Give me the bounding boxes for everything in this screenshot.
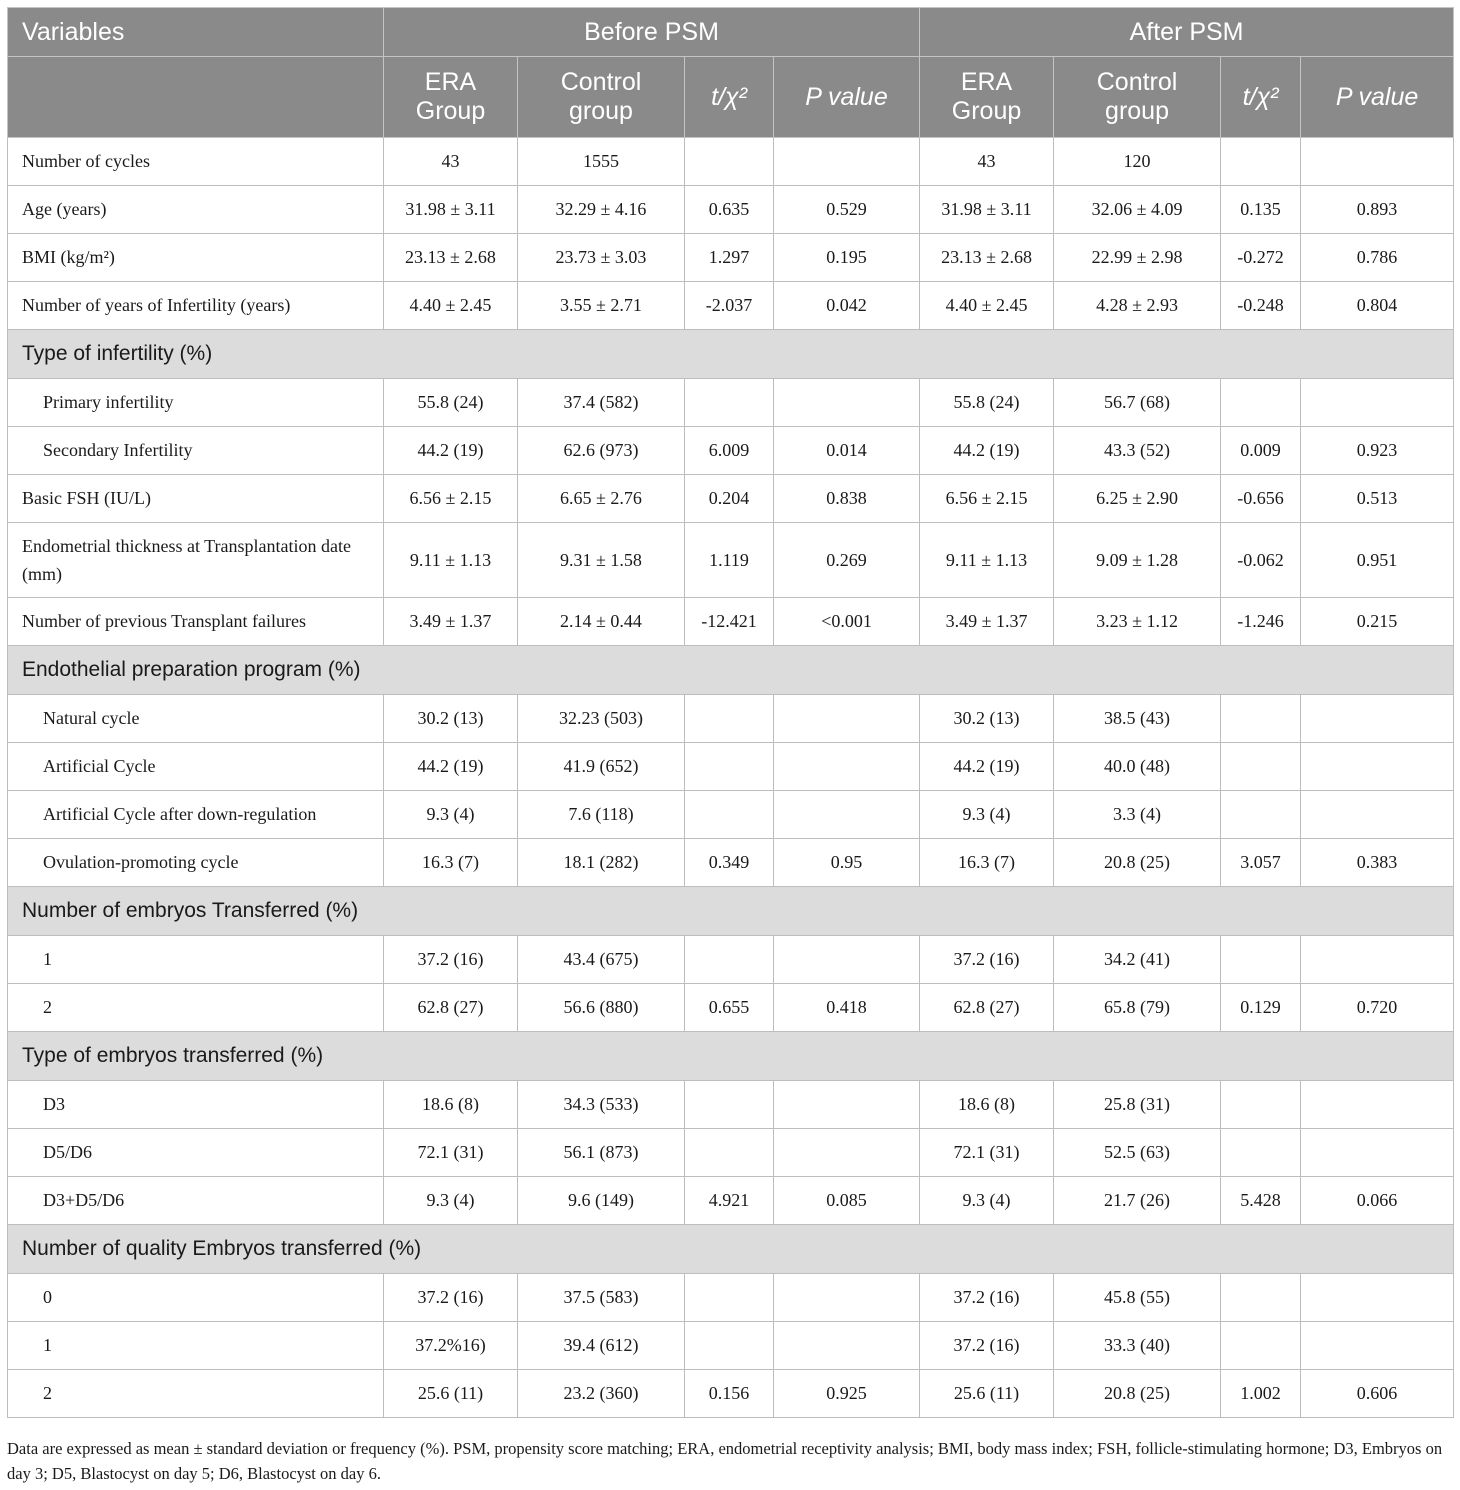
table-cell — [685, 936, 774, 984]
table-cell: 0.951 — [1301, 523, 1454, 598]
table-cell: 16.3 (7) — [920, 839, 1054, 887]
table-cell: 9.31 ± 1.58 — [518, 523, 685, 598]
header-variables: Variables — [8, 8, 384, 57]
table-cell: 0.215 — [1301, 598, 1454, 646]
table-cell: 56.7 (68) — [1054, 379, 1221, 427]
header-statistic-after: t/χ² — [1221, 57, 1301, 138]
table-row — [8, 186, 1454, 234]
table-cell — [685, 1081, 774, 1129]
table-cell — [1301, 1129, 1454, 1177]
table-cell — [1221, 138, 1301, 186]
table-cell: 18.6 (8) — [920, 1081, 1054, 1129]
header-after-psm: After PSM — [920, 8, 1454, 57]
table-cell: 9.11 ± 1.13 — [384, 523, 518, 598]
table-cell: 41.9 (652) — [518, 743, 685, 791]
section-label: Type of embryos transferred (%) — [8, 1032, 1454, 1081]
table-cell — [1301, 1322, 1454, 1370]
table-cell: 34.2 (41) — [1054, 936, 1221, 984]
table-cell: 9.3 (4) — [384, 791, 518, 839]
table-cell: 9.3 (4) — [920, 1177, 1054, 1225]
table-cell: 1.002 — [1221, 1370, 1301, 1418]
table-cell: 3.057 — [1221, 839, 1301, 887]
table-cell: 0.418 — [774, 984, 920, 1032]
header-era-group-before: ERA Group — [384, 57, 518, 138]
table-cell — [685, 695, 774, 743]
table-row — [8, 282, 1454, 330]
table-cell — [774, 695, 920, 743]
row-label: 1 — [8, 1322, 384, 1370]
row-label: Number of cycles — [8, 138, 384, 186]
table-cell: 44.2 (19) — [384, 743, 518, 791]
table-cell: 0.655 — [685, 984, 774, 1032]
table-cell: 3.49 ± 1.37 — [384, 598, 518, 646]
table-cell: 6.65 ± 2.76 — [518, 475, 685, 523]
table-cell: 2.14 ± 0.44 — [518, 598, 685, 646]
table-cell — [685, 791, 774, 839]
table-cell: 0.606 — [1301, 1370, 1454, 1418]
table-cell: 9.3 (4) — [920, 791, 1054, 839]
table-cell: 4.40 ± 2.45 — [920, 282, 1054, 330]
header-statistic-before: t/χ² — [685, 57, 774, 138]
table-row — [8, 936, 1454, 984]
table-cell: 39.4 (612) — [518, 1322, 685, 1370]
table-cell: -0.272 — [1221, 234, 1301, 282]
table-cell: 6.56 ± 2.15 — [384, 475, 518, 523]
section-label: Number of quality Embryos transferred (%) — [8, 1225, 1454, 1274]
table-cell: 25.6 (11) — [384, 1370, 518, 1418]
table-cell: 18.1 (282) — [518, 839, 685, 887]
table-row — [8, 1177, 1454, 1225]
table-cell: 18.6 (8) — [384, 1081, 518, 1129]
table-cell: 30.2 (13) — [384, 695, 518, 743]
table-cell — [1301, 1081, 1454, 1129]
table-row — [8, 475, 1454, 523]
table-cell: 65.8 (79) — [1054, 984, 1221, 1032]
table-row — [8, 1081, 1454, 1129]
table-cell: -0.248 — [1221, 282, 1301, 330]
table-cell: 31.98 ± 3.11 — [920, 186, 1054, 234]
table-cell: 52.5 (63) — [1054, 1129, 1221, 1177]
header-p-value-after: P value — [1301, 57, 1454, 138]
table-row — [8, 379, 1454, 427]
table-footnote: Data are expressed as mean ± standard deviation or frequency (%). PSM, propensity score matching; ERA, endometrial receptivity analysis; BMI, body mass index; FSH, follicle-stimulating hormone; D3, Embryos on day 3; D5, Blastocyst on day 5; D6, Blastocyst on day 6. — [7, 1439, 1443, 1483]
table-cell: 43 — [384, 138, 518, 186]
table-cell: 34.3 (533) — [518, 1081, 685, 1129]
table-cell: 38.5 (43) — [1054, 695, 1221, 743]
section-row — [8, 330, 1454, 379]
table-cell — [1221, 379, 1301, 427]
row-label: Age (years) — [8, 186, 384, 234]
row-label: 2 — [8, 1370, 384, 1418]
table-cell: 23.13 ± 2.68 — [920, 234, 1054, 282]
table-cell — [685, 138, 774, 186]
table-cell: 1.297 — [685, 234, 774, 282]
table-row — [8, 791, 1454, 839]
table-cell: 0.204 — [685, 475, 774, 523]
table-cell: 37.2 (16) — [920, 1322, 1054, 1370]
table-cell: 44.2 (19) — [920, 427, 1054, 475]
table-cell: 37.2%16) — [384, 1322, 518, 1370]
row-label: 2 — [8, 984, 384, 1032]
table-cell: 6.009 — [685, 427, 774, 475]
table-cell — [774, 138, 920, 186]
table-cell: 45.8 (55) — [1054, 1274, 1221, 1322]
table-cell: -1.246 — [1221, 598, 1301, 646]
table-cell: 62.8 (27) — [384, 984, 518, 1032]
table-cell — [1301, 936, 1454, 984]
header-era-group-after: ERA Group — [920, 57, 1054, 138]
table-cell: 23.13 ± 2.68 — [384, 234, 518, 282]
table-body — [8, 138, 1454, 1418]
table-cell — [1301, 695, 1454, 743]
table-row — [8, 1129, 1454, 1177]
row-label: Number of previous Transplant failures — [8, 598, 384, 646]
table-cell — [1301, 1274, 1454, 1322]
table-cell: 30.2 (13) — [920, 695, 1054, 743]
section-row — [8, 646, 1454, 695]
table-cell: 44.2 (19) — [920, 743, 1054, 791]
table-row — [8, 743, 1454, 791]
table-cell: 43.4 (675) — [518, 936, 685, 984]
table-cell: 0.195 — [774, 234, 920, 282]
row-label: Primary infertility — [8, 379, 384, 427]
table-cell: <0.001 — [774, 598, 920, 646]
table-cell: 0.066 — [1301, 1177, 1454, 1225]
section-row — [8, 1032, 1454, 1081]
table-cell: -2.037 — [685, 282, 774, 330]
table-cell: 40.0 (48) — [1054, 743, 1221, 791]
header-before-psm: Before PSM — [384, 8, 920, 57]
table-cell: 0.925 — [774, 1370, 920, 1418]
section-row — [8, 887, 1454, 936]
header-control-group-before: Control group — [518, 57, 685, 138]
header-blank — [8, 57, 384, 138]
table-cell: 32.06 ± 4.09 — [1054, 186, 1221, 234]
table-cell: 37.5 (583) — [518, 1274, 685, 1322]
table-row — [8, 598, 1454, 646]
table-cell: -0.062 — [1221, 523, 1301, 598]
table-cell: 56.1 (873) — [518, 1129, 685, 1177]
row-label: Natural cycle — [8, 695, 384, 743]
table-cell: 32.29 ± 4.16 — [518, 186, 685, 234]
row-label: Endometrial thickness at Transplantation date (mm) — [8, 523, 384, 598]
table-cell: 55.8 (24) — [384, 379, 518, 427]
table-row — [8, 695, 1454, 743]
table-cell: 72.1 (31) — [384, 1129, 518, 1177]
table-cell: 37.2 (16) — [920, 1274, 1054, 1322]
table-cell — [774, 1274, 920, 1322]
table-cell: 0.269 — [774, 523, 920, 598]
table-cell: 0.085 — [774, 1177, 920, 1225]
header-p-value-before: P value — [774, 57, 920, 138]
table-cell: 23.73 ± 3.03 — [518, 234, 685, 282]
table-cell — [1221, 1274, 1301, 1322]
table-cell: 0.129 — [1221, 984, 1301, 1032]
row-label: D3 — [8, 1081, 384, 1129]
row-label: Artificial Cycle — [8, 743, 384, 791]
table-cell: 0.529 — [774, 186, 920, 234]
table-cell: -0.656 — [1221, 475, 1301, 523]
table-cell: 21.7 (26) — [1054, 1177, 1221, 1225]
table-cell: 0.635 — [685, 186, 774, 234]
table-cell: 37.2 (16) — [920, 936, 1054, 984]
table-cell: 56.6 (880) — [518, 984, 685, 1032]
table-cell — [1221, 1081, 1301, 1129]
table-row — [8, 138, 1454, 186]
table-cell: 0.009 — [1221, 427, 1301, 475]
table-cell: 0.014 — [774, 427, 920, 475]
row-label: BMI (kg/m²) — [8, 234, 384, 282]
table-cell — [774, 1322, 920, 1370]
header-control-group-after: Control group — [1054, 57, 1221, 138]
section-row — [8, 1225, 1454, 1274]
table-cell — [1221, 791, 1301, 839]
table-cell: 4.921 — [685, 1177, 774, 1225]
table-cell — [1301, 138, 1454, 186]
table-cell: 0.786 — [1301, 234, 1454, 282]
table-cell: 0.923 — [1301, 427, 1454, 475]
table-cell: 32.23 (503) — [518, 695, 685, 743]
table-cell: 0.135 — [1221, 186, 1301, 234]
section-label: Endothelial preparation program (%) — [8, 646, 1454, 695]
table-cell: 0.513 — [1301, 475, 1454, 523]
section-label: Type of infertility (%) — [8, 330, 1454, 379]
table-cell: 43.3 (52) — [1054, 427, 1221, 475]
row-label: D5/D6 — [8, 1129, 384, 1177]
section-label: Number of embryos Transferred (%) — [8, 887, 1454, 936]
table-cell: 25.6 (11) — [920, 1370, 1054, 1418]
table-cell — [774, 1081, 920, 1129]
table-cell: 0.893 — [1301, 186, 1454, 234]
row-label: 0 — [8, 1274, 384, 1322]
table-cell: 31.98 ± 3.11 — [384, 186, 518, 234]
table-cell: 6.56 ± 2.15 — [920, 475, 1054, 523]
table-cell: 0.349 — [685, 839, 774, 887]
table-cell: 0.804 — [1301, 282, 1454, 330]
table-cell: 33.3 (40) — [1054, 1322, 1221, 1370]
baseline-characteristics-table — [7, 7, 1454, 1418]
table-cell: 72.1 (31) — [920, 1129, 1054, 1177]
table-cell: 0.720 — [1301, 984, 1454, 1032]
table-cell: 1555 — [518, 138, 685, 186]
table-cell: 23.2 (360) — [518, 1370, 685, 1418]
table-cell — [685, 743, 774, 791]
table-cell — [1221, 1129, 1301, 1177]
table-cell: 6.25 ± 2.90 — [1054, 475, 1221, 523]
table-cell — [1221, 743, 1301, 791]
table-cell — [685, 379, 774, 427]
table-row — [8, 427, 1454, 475]
row-label: Secondary Infertility — [8, 427, 384, 475]
table-cell: 22.99 ± 2.98 — [1054, 234, 1221, 282]
table-cell — [1301, 379, 1454, 427]
table-cell: 37.2 (16) — [384, 936, 518, 984]
row-label: Artificial Cycle after down-regulation — [8, 791, 384, 839]
table-cell: 3.49 ± 1.37 — [920, 598, 1054, 646]
table-cell: 3.55 ± 2.71 — [518, 282, 685, 330]
table-cell: 4.40 ± 2.45 — [384, 282, 518, 330]
table-cell: 37.2 (16) — [384, 1274, 518, 1322]
table-cell: 9.11 ± 1.13 — [920, 523, 1054, 598]
table-cell: 25.8 (31) — [1054, 1081, 1221, 1129]
row-label: Ovulation-promoting cycle — [8, 839, 384, 887]
table-cell: -12.421 — [685, 598, 774, 646]
table-cell — [685, 1322, 774, 1370]
table-cell: 20.8 (25) — [1054, 839, 1221, 887]
table-cell: 9.09 ± 1.28 — [1054, 523, 1221, 598]
table-cell: 62.8 (27) — [920, 984, 1054, 1032]
table-cell — [685, 1129, 774, 1177]
table-cell: 7.6 (118) — [518, 791, 685, 839]
table-cell: 62.6 (973) — [518, 427, 685, 475]
table-cell — [1221, 695, 1301, 743]
row-label: D3+D5/D6 — [8, 1177, 384, 1225]
row-label: 1 — [8, 936, 384, 984]
table-row — [8, 523, 1454, 598]
table-cell — [774, 936, 920, 984]
table-cell — [1301, 791, 1454, 839]
table-cell: 9.6 (149) — [518, 1177, 685, 1225]
table-cell: 0.838 — [774, 475, 920, 523]
table-cell: 120 — [1054, 138, 1221, 186]
table-row — [8, 234, 1454, 282]
table-row — [8, 1322, 1454, 1370]
table-cell: 0.156 — [685, 1370, 774, 1418]
table-cell: 16.3 (7) — [384, 839, 518, 887]
table-cell: 43 — [920, 138, 1054, 186]
table-cell: 0.95 — [774, 839, 920, 887]
row-label: Number of years of Infertility (years) — [8, 282, 384, 330]
table-row — [8, 1274, 1454, 1322]
table-cell: 37.4 (582) — [518, 379, 685, 427]
table-cell: 3.3 (4) — [1054, 791, 1221, 839]
table-row — [8, 984, 1454, 1032]
table-cell: 5.428 — [1221, 1177, 1301, 1225]
table-cell: 44.2 (19) — [384, 427, 518, 475]
table-cell — [774, 1129, 920, 1177]
row-label: Basic FSH (IU/L) — [8, 475, 384, 523]
table-cell — [774, 379, 920, 427]
table-cell: 55.8 (24) — [920, 379, 1054, 427]
table-cell: 0.042 — [774, 282, 920, 330]
table-cell: 3.23 ± 1.12 — [1054, 598, 1221, 646]
table-cell: 4.28 ± 2.93 — [1054, 282, 1221, 330]
table-cell — [685, 1274, 774, 1322]
table-cell — [774, 743, 920, 791]
table-cell — [1221, 1322, 1301, 1370]
table-row — [8, 839, 1454, 887]
table-cell: 20.8 (25) — [1054, 1370, 1221, 1418]
table-cell: 1.119 — [685, 523, 774, 598]
table-cell — [774, 791, 920, 839]
table-cell — [1221, 936, 1301, 984]
table-row — [8, 1370, 1454, 1418]
table-cell: 0.383 — [1301, 839, 1454, 887]
table-cell: 9.3 (4) — [384, 1177, 518, 1225]
table-cell — [1301, 743, 1454, 791]
